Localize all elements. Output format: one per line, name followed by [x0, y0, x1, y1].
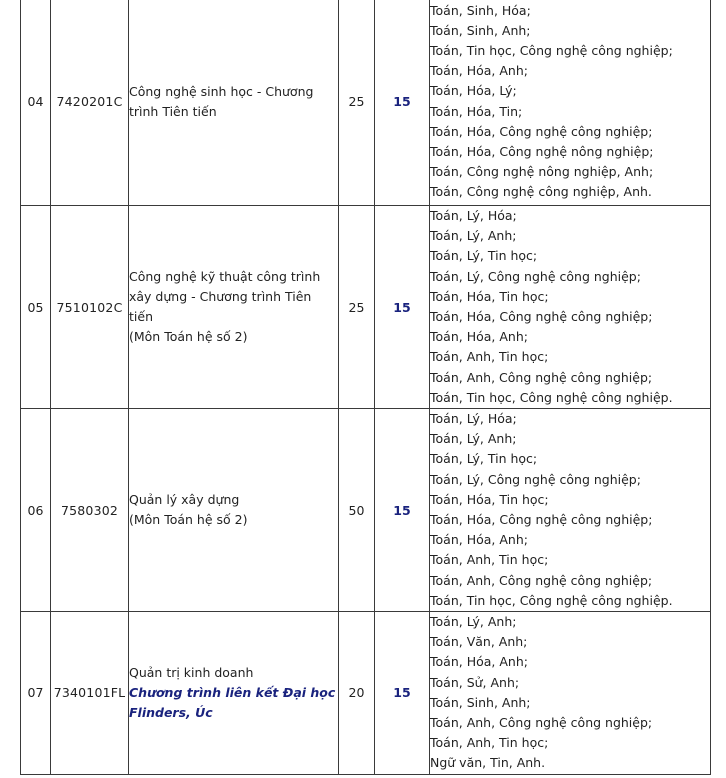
combo-item: Toán, Lý, Anh; [430, 431, 517, 447]
min-score: 15 [375, 612, 430, 775]
table-row [21, 612, 711, 775]
combo-item: Toán, Lý, Anh; [430, 228, 517, 244]
table-body [21, 0, 711, 774]
subject-combinations [430, 612, 711, 775]
combo-item: Toán, Anh, Công nghệ công nghiệp; [430, 369, 653, 385]
major-name-line: Công nghệ sinh học - Chương [129, 83, 314, 99]
combo-item: Toán, Lý, Hóa; [430, 411, 517, 427]
major-code: 7580302 [51, 409, 129, 612]
major-name-line: Quản trị kinh doanh [129, 664, 254, 680]
combo-item: Toán, Anh, Tin học; [430, 552, 549, 568]
row-number: 05 [21, 206, 51, 409]
major-name-line: (Môn Toán hệ số 2) [129, 329, 248, 344]
combo-item: Toán, Hóa, Công nghệ công nghiệp; [430, 512, 653, 527]
combo-item: Toán, Tin học, Công nghệ công nghiệp. [430, 389, 673, 405]
min-score: 15 [375, 0, 430, 206]
major-code: 7420201C [51, 0, 129, 206]
combo-item: Toán, Tin học, Công nghệ công nghiệp; [430, 42, 673, 58]
row-number: 06 [21, 409, 51, 612]
combo-item: Toán, Tin học, Công nghệ công nghiệp. [430, 592, 673, 608]
combo-item: Toán, Anh, Công nghệ công nghiệp; [430, 572, 653, 588]
combo-item: Toán, Lý, Công nghệ công nghiệp; [430, 471, 641, 487]
quota: 20 [339, 612, 375, 775]
combo-item: Toán, Công nghệ công nghiệp, Anh. [430, 184, 652, 200]
admission-table [20, 0, 711, 775]
combo-item: Toán, Lý, Tin học; [430, 248, 538, 264]
row-number: 04 [21, 0, 51, 206]
quota: 25 [339, 206, 375, 409]
major-name-line: Quản lý xây dựng [129, 492, 240, 507]
major-code: 7340101FL [51, 612, 129, 775]
combo-item: Toán, Lý, Anh; [430, 614, 517, 629]
major-name [129, 0, 339, 206]
row-number: 07 [21, 612, 51, 775]
major-name [129, 409, 339, 612]
combo-item: Toán, Lý, Tin học; [430, 451, 538, 467]
quota: 25 [339, 0, 375, 206]
partner-program-line: Chương trình liên kết Đại học [129, 684, 336, 700]
combo-item: Toán, Hóa, Lý; [430, 83, 517, 99]
combo-item: Toán, Hóa, Công nghệ công nghiệp; [430, 309, 653, 324]
major-name-line: (Môn Toán hệ số 2) [129, 512, 248, 527]
major-name-line: trình Tiên tiến [129, 103, 217, 119]
combo-item: Toán, Anh, Công nghệ công nghiệp; [430, 714, 653, 730]
combo-item: Ngữ văn, Tin, Anh. [430, 755, 546, 771]
combo-item: Toán, Anh, Tin học; [430, 349, 549, 365]
table-row [21, 0, 711, 206]
major-code: 7510102C [51, 206, 129, 409]
major-name [129, 206, 339, 409]
table-row [21, 206, 711, 409]
major-name [129, 612, 339, 775]
table-row [21, 409, 711, 612]
combo-item: Toán, Lý, Công nghệ công nghiệp; [430, 268, 641, 284]
subject-combinations [430, 0, 711, 206]
min-score: 15 [375, 409, 430, 612]
min-score: 15 [375, 206, 430, 409]
combo-item: Toán, Lý, Hóa; [430, 208, 517, 224]
combo-item: Toán, Sinh, Anh; [430, 694, 531, 710]
combo-item: Toán, Sinh, Anh; [430, 22, 531, 38]
subject-combinations [430, 206, 711, 409]
combo-item: Toán, Hóa, Tin học; [430, 491, 549, 507]
combo-item: Toán, Văn, Anh; [430, 634, 528, 650]
combo-item: Toán, Hóa, Tin; [430, 103, 523, 119]
partner-program-line: Flinders, Úc [129, 704, 213, 720]
combo-item: Toán, Hóa, Anh; [430, 63, 528, 79]
subject-combinations [430, 409, 711, 612]
combo-item: Toán, Sử, Anh; [430, 674, 520, 690]
quota: 50 [339, 409, 375, 612]
combo-item: Toán, Hóa, Công nghệ nông nghiệp; [430, 143, 654, 159]
combo-item: Toán, Hóa, Anh; [430, 532, 528, 548]
combo-item: Toán, Công nghệ nông nghiệp, Anh; [430, 164, 654, 180]
combo-item: Toán, Hóa, Công nghệ công nghiệp; [430, 123, 653, 139]
major-name-line: Công nghệ kỹ thuật công trình [129, 269, 321, 284]
combo-item: Toán, Hóa, Anh; [430, 654, 528, 670]
combo-item: Toán, Anh, Tin học; [430, 735, 549, 751]
combo-item: Toán, Hóa, Anh; [430, 329, 528, 345]
combo-item: Toán, Hóa, Tin học; [430, 288, 549, 304]
major-name-line: xây dựng - Chương trình Tiên tiến [129, 289, 312, 324]
combo-item: Toán, Sinh, Hóa; [430, 2, 531, 18]
